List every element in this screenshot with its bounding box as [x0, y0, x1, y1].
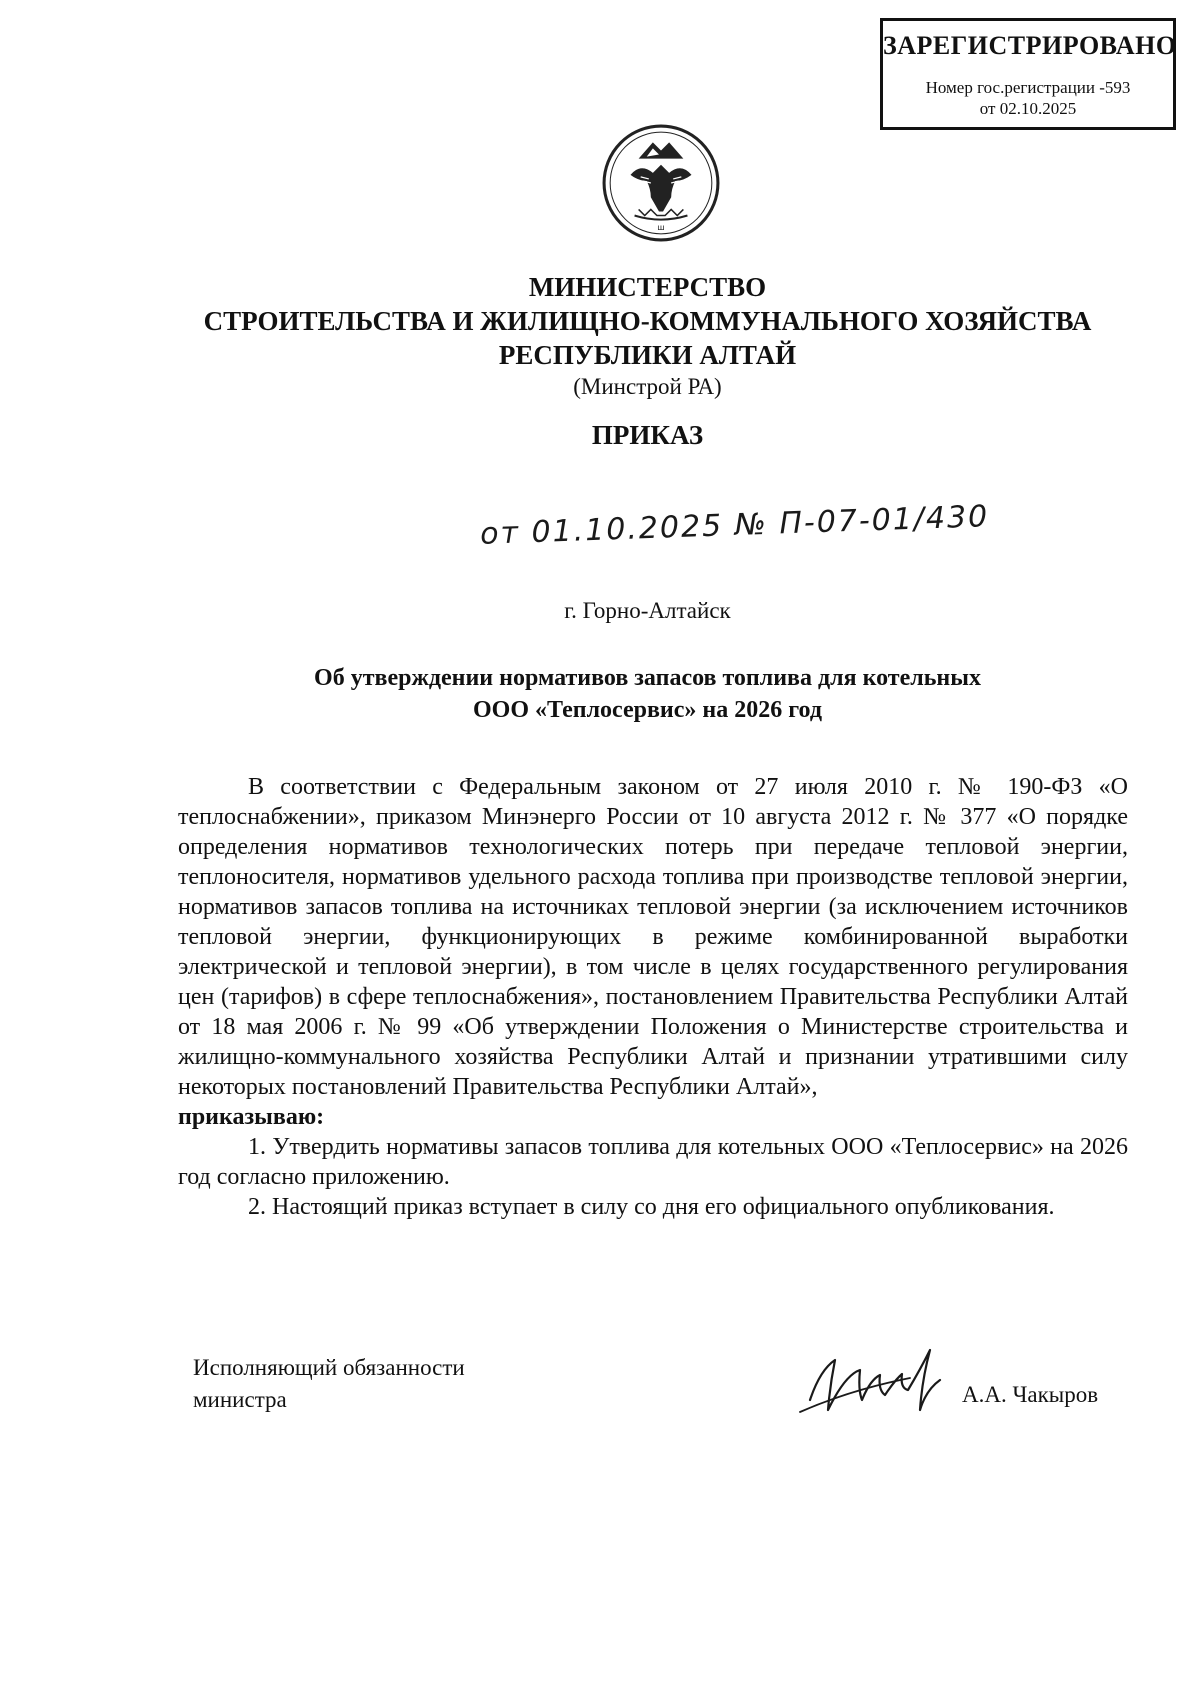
header-line-1: МИНИСТЕРСТВО — [528, 272, 767, 302]
registration-stamp — [880, 18, 1176, 130]
order-item-2: 2. Настоящий приказ вступает в силу со дня его официального опубликования. — [248, 1194, 1055, 1220]
preamble-paragraph: В соответствии с Федеральным законом от 27 июля 2010 г. № 190-ФЗ «О теплоснабжении», приказом Минэнерго России от 10 августа 2012 г. № 377 «О порядке определения нормативов технологических потерь при передаче тепловой энергии, теплоносителя, нормативов удельного расхода топлива при производстве тепловой энергии, нормативов запасов топлива на источниках тепловой энергии (за исключением источников тепловой энергии, функционирующих в режиме комбинированной выработки электрической и тепловой энергии), в том числе в целях государственного регулирования цен (тарифов) в сфере теплоснабжения», постановлением Правительства Республики Алтай от 18 мая 2006 г. № 99 «Об утверждении Положения о Министерстве строительства и жилищно-коммунального хозяйства Республики Алтай и признании утратившими силу некоторых постановлений Правительства Республики Алтай», — [178, 774, 1128, 1100]
signer-position-line-1: Исполняющий обязанности — [193, 1355, 465, 1380]
stamp-title: ЗАРЕГИСТРИРОВАНО — [883, 31, 1177, 60]
header-line-2: СТРОИТЕЛЬСТВА И ЖИЛИЩНО-КОММУНАЛЬНОГО ХОЗЯЙСТВА — [203, 306, 1092, 336]
svg-text:ш: ш — [657, 221, 665, 232]
order-item-1: 1. Утвердить нормативы запасов топлива для котельных ООО «Теплосервис» на 2026 год согласно приложению. — [178, 1134, 1128, 1190]
subject-line-2: ООО «Теплосервис» на 2026 год — [472, 697, 822, 723]
signer-position — [193, 1352, 465, 1416]
signer-name: А.А. Чакыров — [962, 1382, 1099, 1407]
document-type: ПРИКАЗ — [591, 420, 704, 450]
header-line-3: РЕСПУБЛИКИ АЛТАЙ — [498, 340, 797, 370]
subject-line-1: Об утверждении нормативов запасов топлива для котельных — [314, 665, 981, 691]
order-subject — [0, 662, 1200, 726]
handwritten-signature-icon — [790, 1330, 960, 1430]
header-abbreviation: (Минстрой РА) — [573, 374, 722, 399]
city: г. Горно-Алтайск — [564, 598, 731, 623]
stamp-reg-number: Номер гос.регистрации -593 — [925, 78, 1131, 97]
ministry-header — [0, 270, 1200, 402]
signer-position-line-2: министра — [193, 1387, 287, 1412]
stamp-reg-date: от 02.10.2025 — [979, 99, 1077, 118]
order-body — [178, 772, 1128, 1222]
handwritten-date-number: от 01.10.2025 № П-07-01/430 — [479, 499, 990, 552]
coat-of-arms-icon — [600, 122, 722, 244]
order-word: приказываю: — [178, 1104, 325, 1130]
